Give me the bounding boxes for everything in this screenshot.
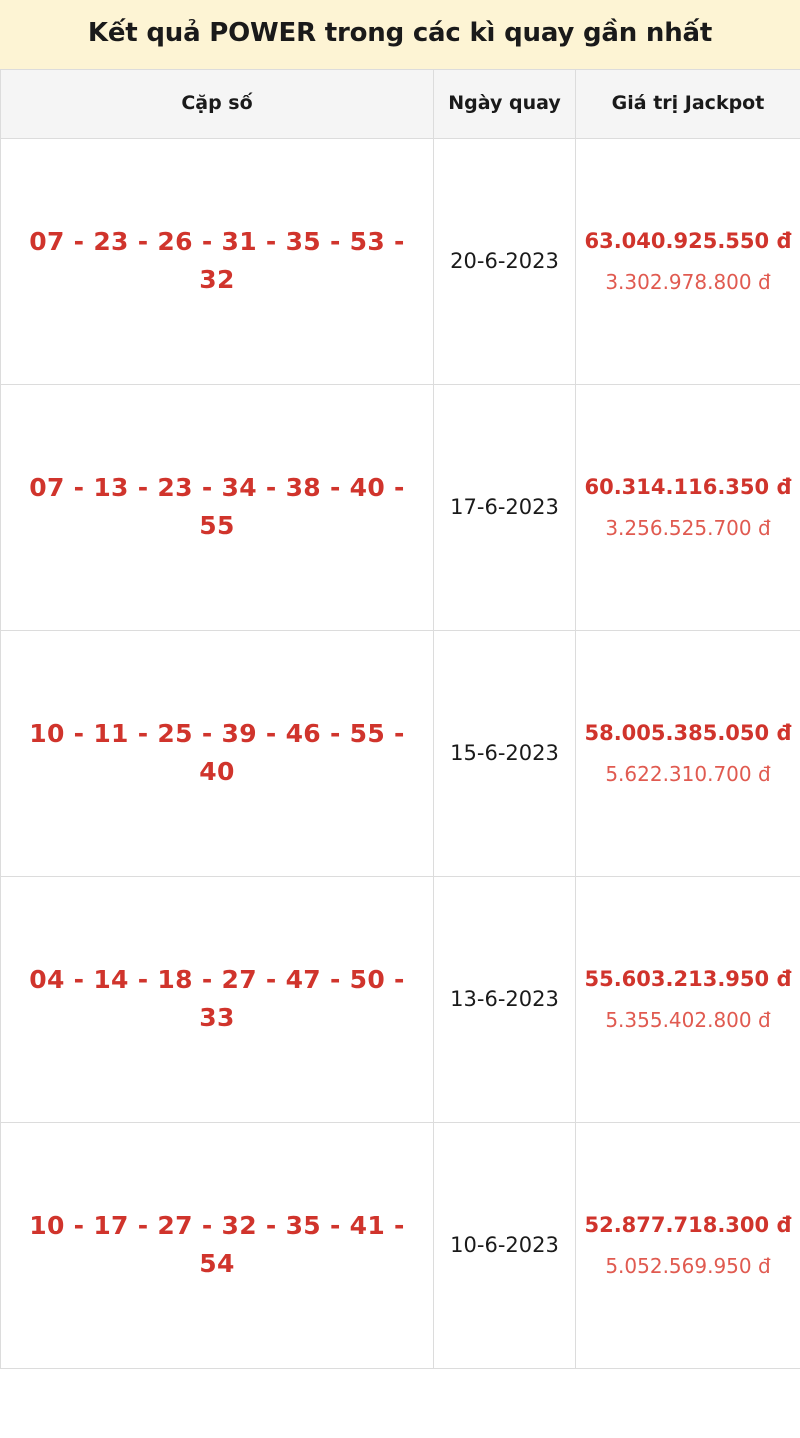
jackpot-secondary-value: 3.256.525.700 đ <box>605 516 771 541</box>
cell-numbers: 10 - 11 - 25 - 39 - 46 - 55 - 40 <box>1 630 434 876</box>
jackpot-secondary-value: 5.052.569.950 đ <box>605 1254 771 1279</box>
cell-jackpot <box>576 1122 800 1368</box>
column-header-jackpot: Giá trị Jackpot <box>576 70 800 139</box>
table-body <box>1 138 800 1368</box>
jackpot-primary-value: 52.877.718.300 đ <box>584 1212 792 1237</box>
jackpot-primary-value: 58.005.385.050 đ <box>584 720 792 745</box>
cell-numbers: 07 - 23 - 26 - 31 - 35 - 53 - 32 <box>1 138 434 384</box>
page-header <box>0 0 800 69</box>
table-header <box>1 70 800 139</box>
cell-jackpot <box>576 384 800 630</box>
cell-numbers: 07 - 13 - 23 - 34 - 38 - 40 - 55 <box>1 384 434 630</box>
cell-numbers: 04 - 14 - 18 - 27 - 47 - 50 - 33 <box>1 876 434 1122</box>
table-header-row <box>1 70 800 139</box>
jackpot-primary-value: 60.314.116.350 đ <box>584 474 792 499</box>
column-header-numbers: Cặp số <box>1 70 434 139</box>
page-title: Kết quả POWER trong các kì quay gần nhất <box>87 18 713 48</box>
jackpot-primary-value: 63.040.925.550 đ <box>584 228 792 253</box>
cell-numbers: 10 - 17 - 27 - 32 - 35 - 41 - 54 <box>1 1122 434 1368</box>
cell-jackpot <box>576 138 800 384</box>
column-header-date: Ngày quay <box>434 70 576 139</box>
cell-date: 15-6-2023 <box>434 630 576 876</box>
jackpot-secondary-value: 5.355.402.800 đ <box>605 1008 771 1033</box>
table-row <box>1 1122 800 1368</box>
table-row <box>1 630 800 876</box>
jackpot-secondary-value: 5.622.310.700 đ <box>605 762 771 787</box>
jackpot-secondary-value: 3.302.978.800 đ <box>605 270 771 295</box>
cell-jackpot <box>576 630 800 876</box>
cell-date: 20-6-2023 <box>434 138 576 384</box>
cell-date: 10-6-2023 <box>434 1122 576 1368</box>
cell-date: 13-6-2023 <box>434 876 576 1122</box>
cell-jackpot <box>576 876 800 1122</box>
jackpot-primary-value: 55.603.213.950 đ <box>584 966 792 991</box>
cell-date: 17-6-2023 <box>434 384 576 630</box>
table-row <box>1 138 800 384</box>
results-table <box>0 69 800 1369</box>
table-row <box>1 876 800 1122</box>
table-row <box>1 384 800 630</box>
